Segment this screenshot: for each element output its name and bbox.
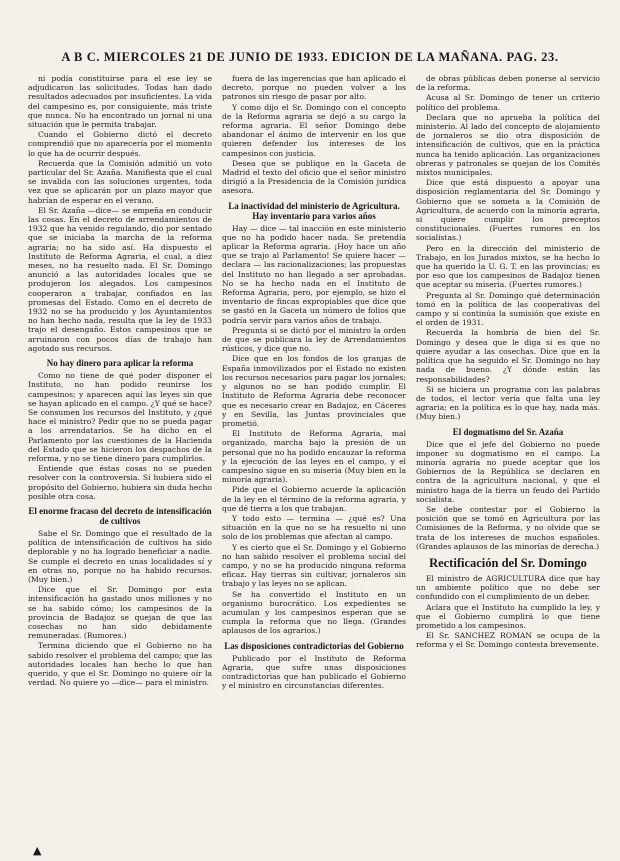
article-paragraph: Hay — dice — tal inacción en este ministerio que no ha podido hacer nada. Se pretendía aplicar la Reforma agraria. ¡Hoy hace un año que se trajo al Parlamento! Se quiere hacer — declara — las racionalizaciones; las propuestas del Instituto no han llegado a ser aprobadas. No se ha hecho nada en el Instituto de Reforma Agraria, pero, por ejemplo, se hizo el inventario de fincas expropiables que dice que se gastó en la Gaceta un número de folios que podría servir para varios años de trabajo. — [222, 223, 406, 325]
article-paragraph: El Instituto de Reforma Agraria, mal organizado, marcha bajo la presión de un personal que no ha podido encauzar la reforma y la ejecución de las leyes en el campo, y el campesino sigue en su miseria (Muy bien en la minoría agraria). — [222, 429, 406, 485]
article-paragraph: Cuando el Gobierno dictó el decreto comprendió que no aparecería por el momento lo que ha de ocurrir después. — [28, 130, 212, 158]
columns-container — [28, 74, 600, 855]
section-heading: La inactividad del ministerio de Agricultura. Hay inventario para varios años — [228, 200, 400, 221]
section-heading: El dogmatismo del Sr. Azaña — [452, 426, 564, 437]
article-paragraph: Pregunta si se dictó por el ministro la orden de que se publicara la ley de Arrendamientos rústicos, y dice que no. — [222, 325, 406, 354]
article-paragraph: Pide que el Gobierno acuerde la aplicación de la ley en el término de la reforma agraria, y que dé tierra a los que trabajan. — [222, 485, 406, 513]
article-paragraph: Pregunta al Sr. Domingo qué determinación tomó en la política de las cooperativas del campo y si continúa la sumisión que existe en el orden de 1931. — [416, 290, 600, 328]
column-1 — [28, 74, 212, 855]
article-paragraph: Sabe el Sr. Domingo que el resultado de la política de intensificación de cultivos ha sido deplorable y no ha logrado beneficiar a nadie. Se cumple el decreto en unas localidades sí y en otras no, porque no ha habido recursos. (Muy bien.) — [28, 528, 212, 584]
article-paragraph: Si se hiciera un programa con las palabras de todos, el lector vería que falta una ley agraria; en la política es lo que hay, nada más. (Muy bien.) — [416, 384, 600, 422]
article-paragraph: Termina diciendo que el Gobierno no ha sabido resolver el problema del campo; que las autoridades locales han hecho lo que han querido, y que el Sr. Domingo no quiere oír la verdad. No quiere yo —dice— para el ministro. — [28, 641, 212, 688]
article-paragraph: Recuerda la hombría de bien del Sr. Domingo y desea que le diga si es que no quiere ayudar a las cosechas. Dice que en la política que ha seguido el Sr. Domingo no hay nada de bueno. ¿Y dónde están las responsabilidades? — [416, 328, 600, 384]
article-paragraph: Declara que no aprueba la política del ministerio. Al lado del concepto de alojamiento de jornaleros se dio otra disposición de intensificación de cultivos, que en la práctica nunca ha tenido aplicación. Las organizaciones obreras y patronales se quejan de los Comités mixtos municipales. — [416, 112, 600, 178]
page-marker-icon: ▲ — [33, 844, 42, 857]
column-2 — [222, 74, 406, 855]
article-paragraph: Pero en la dirección del ministerio de Trabajo, en los Jurados mixtos, se ha hecho lo que ha querido la U. G. T. en las provincias; es por eso que los campesinos de Badajoz tienen que aceptar su miseria. (Fuertes rumores.) — [416, 243, 600, 290]
article-paragraph: de obras públicas deben ponerse al servicio de la reforma. — [416, 74, 600, 93]
section-heading: No hay dinero para aplicar la reforma — [46, 358, 194, 369]
article-paragraph: Recuerda que la Comisión admitió un voto particular del Sr. Azaña. Manifiesta que el cual se invalida con las soluciones urgentes, toda vez que se aplicarán por un plazo mayor que habrían de esperar en el verano. — [28, 158, 212, 205]
section-heading: Rectificación del Sr. Domingo — [429, 555, 587, 570]
article-paragraph: Entiende que éstas cosas no se pueden resolver con la controversia. Si hubiera sido el propósito del Gobierno, hubiera sin duda hecho posible otra cosa. — [28, 464, 212, 501]
column-3 — [416, 74, 600, 855]
article-paragraph: Aclara que el Instituto ha cumplido la ley, y que el Gobierno cumplirá lo que tiene prometido a los campesinos. — [416, 602, 600, 630]
article-paragraph: Se ha convertido el Instituto en un organismo burocrático. Los expedientes se acumulan y los campesinos esperan que se cumpla la reforma que no llega. (Grandes aplausos de los agrarios.) — [222, 589, 406, 636]
article-paragraph: Dice que el Sr. Domingo por esta intensificación ha gastado unos millones y no se ha sabido cómo; los campesinos de la provincia de Badajoz se quejan de que las cosechas no han sido debidamente remuneradas. (Rumores.) — [28, 585, 212, 641]
article-paragraph: fuera de las ingerencias que han aplicado el decreto, porque no pueden volver a los patronos sin riesgo de pasar por alto. — [222, 74, 406, 102]
article-paragraph: El ministro de AGRICULTURA dice que hay un ambiente político que no debe ser confundido con el cumplimiento de un deber. — [416, 573, 600, 602]
page-header: A B C. MIERCOLES 21 DE JUNIO DE 1933. EDICION DE LA MAÑANA. PAG. 23. — [61, 50, 559, 64]
article-paragraph: El Sr. SANCHEZ ROMAN se ocupa de la reforma y el Sr. Domingo contesta brevemente. — [416, 631, 600, 650]
article-paragraph: Desea que se publique en la Gaceta de Madrid el texto del oficio que el señor ministro dirigió a la Presidencia de la Comisión jurídica asesora. — [222, 158, 406, 196]
section-heading: Las disposiciones contradictorias del Gobierno — [224, 640, 404, 651]
article-paragraph: Dice que está dispuesto a apoyar una disposición reglamentaria del Sr. Domingo y Gobierno que se someta a la Comisión de Agricultura, de acuerdo con la minoría agraria, si quiere cumplir los preceptos constitucionales. (Fuertes rumores en los socialistas.) — [416, 178, 600, 243]
article-paragraph: Se debe contestar por el Gobierno la posición que se tomó en Agricultura por las Comisiones de la Reforma, y no olvide que se trata de los intereses de muchos españoles. (Grandes aplausos de las minorías de derecha.) — [416, 504, 600, 551]
article-paragraph: Dice que el jefe del Gobierno no puede imponer su dogmatismo en el campo. La minoría agraria no puede aceptar que los Gobiernos de la República se declaren en contra de la agricultura nacional, y que el ministro haga de la tierra un feudo del Partido socialista. — [416, 439, 600, 504]
article-paragraph: Acusa al Sr. Domingo de tener un criterio político del problema. — [416, 93, 600, 112]
article-paragraph: Dice que en los fondos de los granjas de España inmovilizados por el Estado no existen los recursos necesarios para pagar los jornales; y algunos no se han podido cumplir. El Instituto de Reforma Agraria debe reconocer que es necesario crear en Badajoz, en Cáceres y en Sevilla, las Juntas provinciales que prometió. — [222, 354, 406, 428]
article-paragraph: Y es cierto que el Sr. Domingo y el Gobierno no han sabido resolver el problema social del campo, y no se ha producido ninguna reforma eficaz. Hay tierras sin cultivar, jornaleros sin trabajo y las leyes no se aplican. — [222, 542, 406, 589]
article-paragraph: El Sr. Azaña —dice— se empeña en conducir las cosas. En el decreto de arrendamientos de 1932 que ha venido regulando, dio por sentado que se iniciaba la marcha de la reforma agraria; no ha sido así. Ha dispuesto el Instituto de Reforma Agraria, el cual, a diez meses, no ha resuelto nada. El Sr. Domingo anunció a las autoridades locales que se produjeron los alegados. Los campesinos cooperaron a trabajar, confiados en las promesas del Estado. Como en el decreto de 1932 no se ha producido y los Ayuntamientos no han hecho nada, resulta que la ley de 1933 trajo el desengaño. Estos campesinos que se arruinaron con pocos días de trabajo han agotado sus recursos. — [28, 205, 212, 353]
article-paragraph: Publicado por el Instituto de Reforma Agraria, que sufre unas disposiciones contradictorias que han publicado el Gobierno y el ministro en circunstancias diferentes. — [222, 653, 406, 691]
article-paragraph: Y como dijo el Sr. Domingo con el concepto de la Reforma agraria se dejó a su cargo la reforma agraria. El señor Domingo debe abandonar el ánimo de intervenir en los que quieren defender los intereses de los campesinos con justicia. — [222, 102, 406, 158]
section-heading: El enorme fracaso del decreto de intensificación de cultivos — [28, 505, 212, 526]
article-paragraph: Y todo esto — termina — ¿qué es? Una situación en la que no se ha resuelto ni uno solo de los problemas que afectan al campo. — [222, 513, 406, 542]
article-paragraph: Como no tiene de qué poder disponer el Instituto, no han podido reunirse los campesinos; y aparecen aquí las leyes sin que se hayan aplicado en el campo. ¿Y qué se hace? Se consumen los recursos del Instituto, y ¿qué hace el ministro? Pedir que no se pueda pagar a los arrendatarios. Se ha dicho en el Parlamento por las cuestiones de la Hacienda del Estado que se hicieron los despachos de la reforma, y no se tiene dinero para cumplirlos. — [28, 371, 212, 463]
article-paragraph: ni podía constituirse para el ese ley se adjudicaron las solicitudes. Todas han dado resultados adecuados por insuficientes. La vida del campesino es, por consiguiente, más triste que nunca. No ha encontrado un jornal ni una situación que le permita trabajar. — [28, 74, 212, 130]
